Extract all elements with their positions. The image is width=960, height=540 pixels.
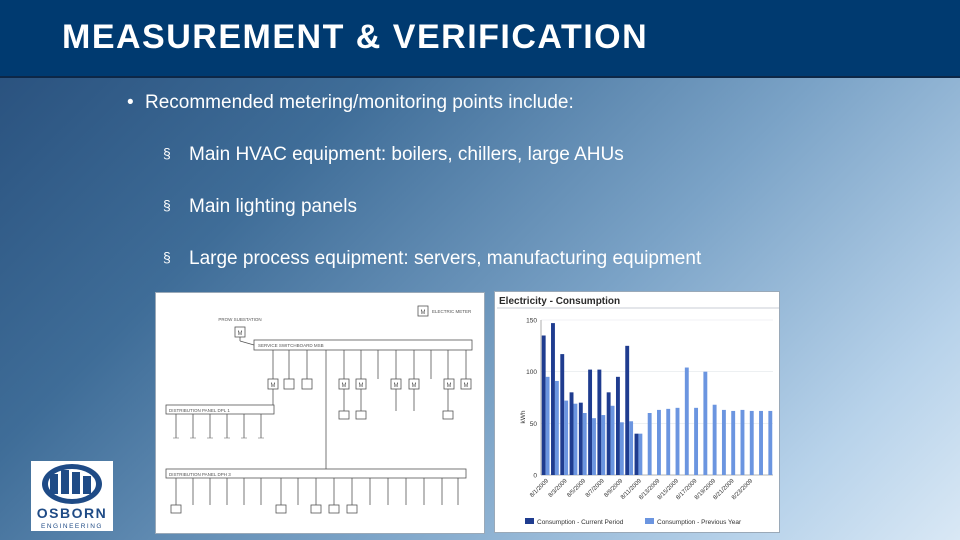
y-tick-label: 50 [529, 420, 537, 428]
bar-previous [676, 408, 680, 475]
bar-previous [768, 411, 772, 475]
sub-bullet-text: Main HVAC equipment: boilers, chillers, large AHUs [189, 144, 624, 165]
bar-previous [657, 410, 661, 475]
bar-current [616, 377, 620, 475]
x-tick-label: 8/3/2009 [547, 478, 569, 499]
bar-previous [666, 409, 670, 475]
y-tick-label: 150 [526, 317, 537, 325]
panel-1-label: DISTRIBUTION PANEL DPL 1 [169, 408, 230, 413]
y-tick-label: 100 [526, 369, 537, 377]
chart-title: Electricity - Consumption [499, 296, 621, 307]
bar-previous [722, 410, 726, 475]
bullet-main [127, 92, 574, 114]
x-tick-label: 8/21/2009 [712, 478, 736, 502]
meter-glyph: M [237, 331, 243, 337]
bullet-dot-icon: • [127, 92, 134, 113]
y-tick-label: 0 [533, 472, 537, 480]
x-tick-label: 8/19/2009 [693, 478, 718, 502]
meter-glyph: M [446, 383, 452, 389]
switchboard-label: SERVICE SWITCHBOARD MSB [258, 343, 324, 348]
consumption-chart [494, 291, 780, 533]
x-tick-label: 8/9/2009 [603, 478, 625, 499]
slide-title: MEASUREMENT & VERIFICATION [62, 18, 649, 56]
bar-current [607, 392, 611, 475]
bar-previous [741, 410, 745, 475]
bar-previous [694, 408, 698, 475]
bar-current [635, 434, 639, 475]
bar-previous [573, 404, 577, 475]
bar-previous [592, 418, 596, 475]
osborn-logo-mark [30, 460, 114, 532]
bar-previous [759, 411, 763, 475]
sub-bullet [163, 196, 357, 218]
x-tick-label: 8/11/2009 [620, 478, 643, 501]
bullet-main-text: Recommended metering/monitoring points include: [145, 92, 574, 113]
legend-label-current: Consumption - Current Period [537, 519, 624, 526]
sub-bullet [163, 144, 624, 166]
bar-current [579, 403, 583, 475]
sub-bullet [163, 248, 701, 270]
substation-label: PROW SUBSTATION [218, 317, 262, 322]
y-axis-label: kWh [520, 410, 527, 424]
bar-current [551, 323, 555, 475]
logo-sub: ENGINEERING [40, 523, 104, 530]
bar-current [560, 354, 564, 475]
bar-previous [611, 406, 615, 475]
meter-glyph: M [270, 383, 276, 389]
x-tick-label: 8/15/2009 [656, 478, 680, 502]
sub-bullet-text: Large process equipment: servers, manufacturing equipment [189, 248, 702, 269]
bar-previous [555, 381, 559, 475]
x-tick-label: 8/1/2009 [529, 478, 551, 499]
osborn-logo [30, 460, 114, 532]
bar-current [625, 346, 629, 475]
bar-current [542, 336, 546, 476]
meter-glyph: M [463, 383, 469, 389]
consumption-chart-svg [495, 292, 781, 534]
square-bullet-icon: § [163, 145, 171, 161]
legend-swatch-previous [645, 518, 654, 524]
square-bullet-icon: § [163, 249, 171, 265]
bar-previous [546, 377, 550, 475]
bar-previous [638, 434, 642, 475]
meter-glyph: M [393, 383, 399, 389]
logo-name: OSBORN [36, 505, 108, 521]
bar-current [570, 392, 574, 475]
bar-previous [583, 413, 587, 475]
meter-glyph: M [341, 383, 347, 389]
bar-current [597, 370, 601, 475]
x-tick-label: 8/23/2009 [731, 478, 755, 502]
bar-previous [601, 415, 605, 475]
bar-previous [731, 411, 735, 475]
bar-previous [703, 372, 707, 475]
square-bullet-icon: § [163, 197, 171, 213]
metering-diagram [155, 292, 485, 534]
panel-2-label: DISTRIBUTION PANEL DPH 3 [169, 472, 231, 477]
metering-diagram-svg [156, 293, 486, 535]
meter-glyph: M [411, 383, 417, 389]
meter-legend-label: ELECTRIC METER [432, 309, 472, 314]
x-tick-label: 8/13/2009 [638, 478, 662, 502]
bar-current [588, 370, 592, 475]
sub-bullet-text: Main lighting panels [189, 196, 357, 217]
legend-label-previous: Consumption - Previous Year [657, 519, 742, 526]
meter-glyph: M [358, 383, 364, 389]
x-tick-label: 8/17/2009 [675, 478, 699, 502]
bar-previous [713, 405, 717, 475]
bar-previous [564, 401, 568, 475]
bar-previous [629, 421, 633, 475]
x-tick-label: 8/5/2009 [566, 478, 588, 499]
bar-previous [750, 411, 754, 475]
bar-previous [620, 422, 624, 475]
bar-previous [648, 413, 652, 475]
x-tick-label: 8/7/2009 [584, 478, 606, 499]
meter-glyph: M [420, 310, 426, 316]
bar-previous [685, 368, 689, 475]
legend-swatch-current [525, 518, 534, 524]
